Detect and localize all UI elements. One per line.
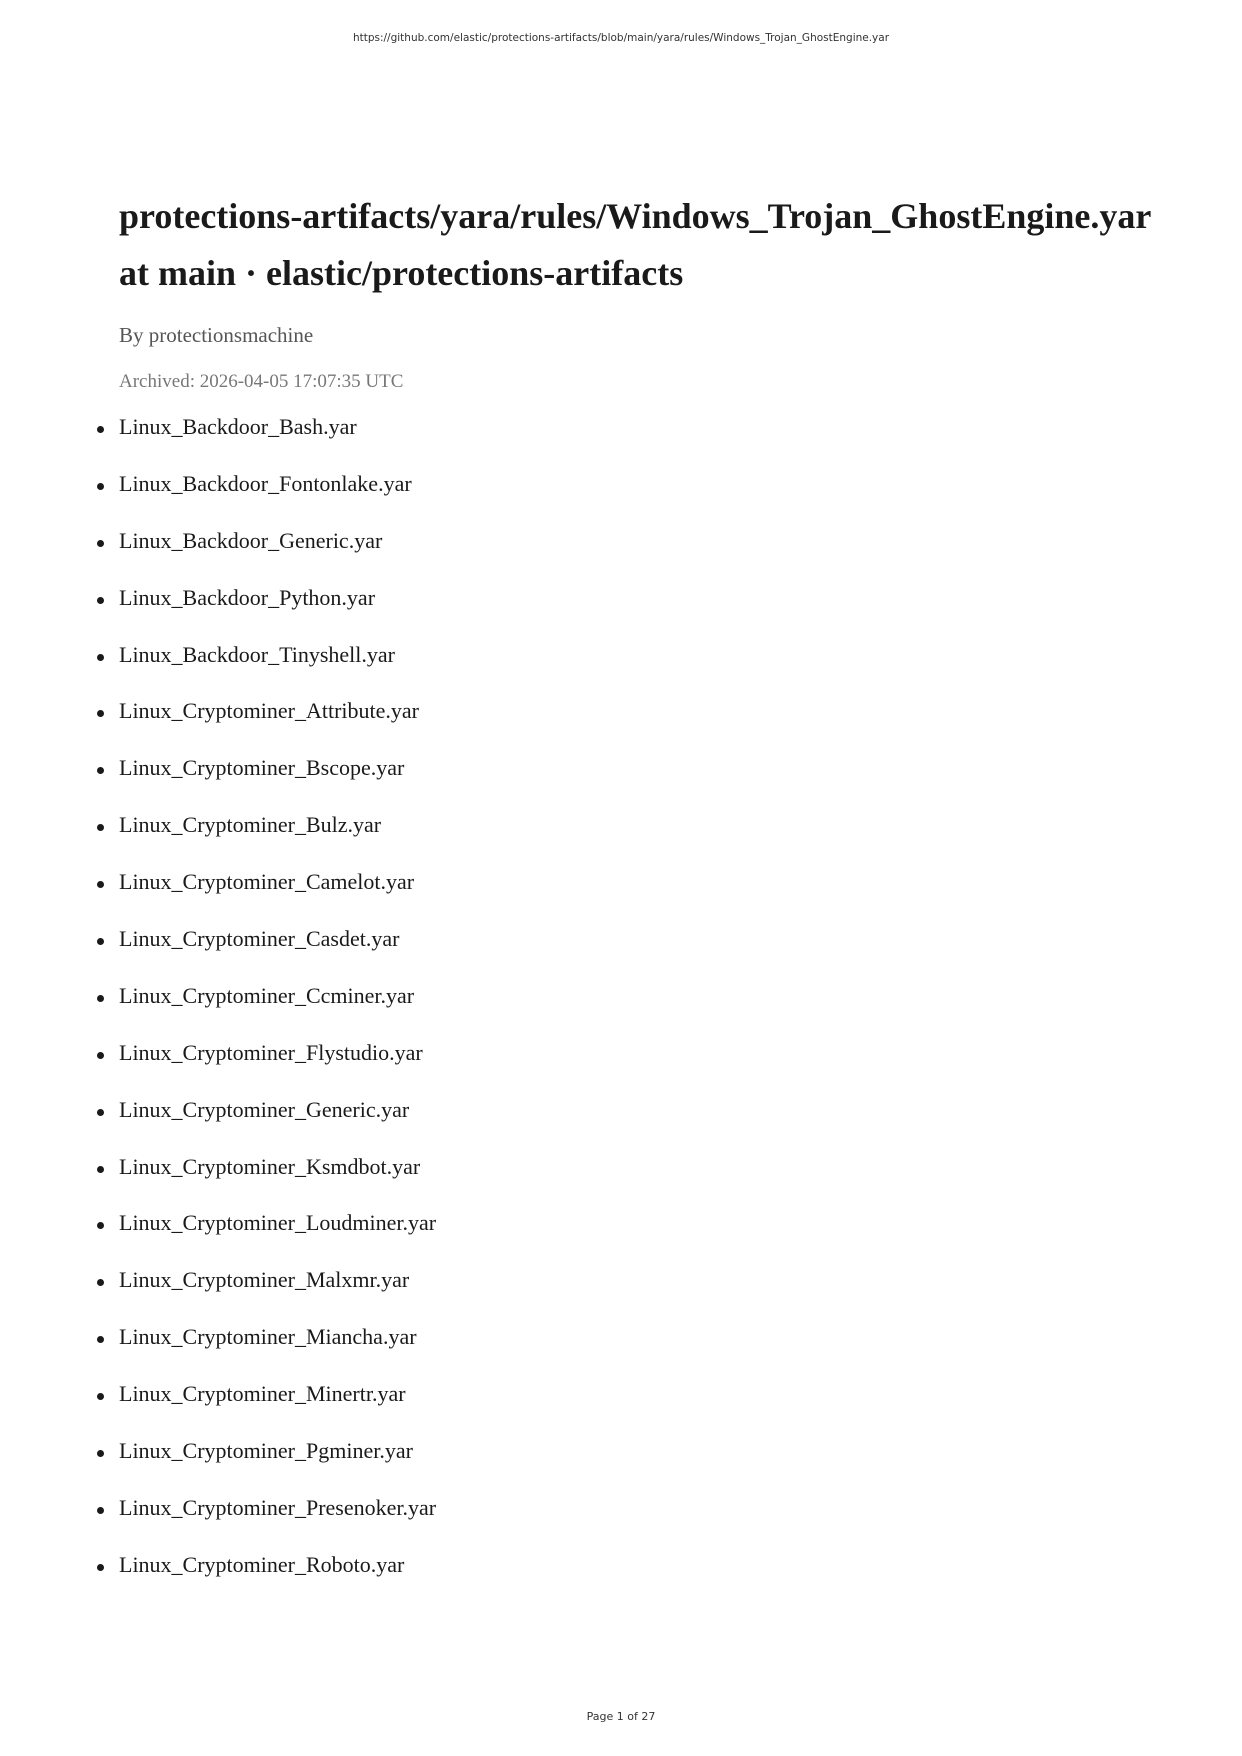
archived-timestamp: Archived: 2026-04-05 17:07:35 UTC xyxy=(119,371,404,392)
file-list-item[interactable] xyxy=(119,1036,1159,1093)
bullet-icon xyxy=(97,654,104,661)
document-body xyxy=(119,196,1159,1605)
file-name[interactable]: Linux_Cryptominer_Generic.yar xyxy=(119,1096,410,1122)
file-list-item[interactable] xyxy=(119,922,1159,979)
bullet-icon xyxy=(97,597,104,604)
bullet-icon xyxy=(97,1393,104,1400)
file-list-item[interactable] xyxy=(119,1206,1159,1263)
file-list-item[interactable] xyxy=(119,467,1159,524)
bullet-icon xyxy=(97,1279,104,1286)
file-name[interactable]: Linux_Cryptominer_Roboto.yar xyxy=(119,1551,405,1577)
bullet-icon xyxy=(97,1109,104,1116)
file-name[interactable]: Linux_Cryptominer_Minertr.yar xyxy=(119,1381,406,1407)
bullet-icon xyxy=(97,1450,104,1457)
file-name[interactable]: Linux_Cryptominer_Bscope.yar xyxy=(119,755,405,781)
bullet-icon xyxy=(97,824,104,831)
file-name[interactable]: Linux_Cryptominer_Casdet.yar xyxy=(119,926,400,952)
file-list-item[interactable] xyxy=(119,808,1159,865)
file-name[interactable]: Linux_Cryptominer_Bulz.yar xyxy=(119,812,382,838)
file-name[interactable]: Linux_Backdoor_Generic.yar xyxy=(119,527,383,553)
file-name[interactable]: Linux_Cryptominer_Camelot.yar xyxy=(119,869,415,895)
file-list xyxy=(119,410,1159,1605)
file-name[interactable]: Linux_Cryptominer_Presenoker.yar xyxy=(119,1494,437,1520)
file-list-item[interactable] xyxy=(119,1377,1159,1434)
file-list-item[interactable] xyxy=(119,1263,1159,1320)
file-name[interactable]: Linux_Cryptominer_Loudminer.yar xyxy=(119,1210,437,1236)
file-list-item[interactable] xyxy=(119,1548,1159,1605)
bullet-icon xyxy=(97,938,104,945)
file-name[interactable]: Linux_Backdoor_Bash.yar xyxy=(119,414,357,439)
file-list-item[interactable] xyxy=(119,979,1159,1036)
file-list-item[interactable] xyxy=(119,1093,1159,1150)
page-url-header: https://github.com/elastic/protections-artifacts/blob/main/yara/rules/Windows_Trojan_GhostEngine.yar xyxy=(352,32,890,44)
bullet-icon xyxy=(97,426,104,433)
bullet-icon xyxy=(97,483,104,490)
author-byline: By protectionsmachine xyxy=(119,323,314,347)
bullet-icon xyxy=(97,1564,104,1571)
file-list-item[interactable] xyxy=(119,524,1159,581)
file-list-item[interactable] xyxy=(119,1434,1159,1491)
file-list-item[interactable] xyxy=(119,1320,1159,1377)
file-name[interactable]: Linux_Cryptominer_Pgminer.yar xyxy=(119,1438,413,1464)
file-name[interactable]: Linux_Cryptominer_Attribute.yar xyxy=(119,698,419,724)
bullet-icon xyxy=(97,881,104,888)
file-name[interactable]: Linux_Cryptominer_Flystudio.yar xyxy=(119,1039,423,1065)
file-name[interactable]: Linux_Backdoor_Python.yar xyxy=(119,584,376,610)
bullet-icon xyxy=(97,767,104,774)
file-list-item[interactable] xyxy=(119,751,1159,808)
file-list-item[interactable] xyxy=(119,865,1159,922)
file-list-item[interactable] xyxy=(119,581,1159,638)
file-list-item[interactable] xyxy=(119,694,1159,751)
file-list-item[interactable] xyxy=(119,1150,1159,1207)
bullet-icon xyxy=(97,1222,104,1229)
bullet-icon xyxy=(97,1166,104,1173)
bullet-icon xyxy=(97,540,104,547)
file-name[interactable]: Linux_Cryptominer_Ccminer.yar xyxy=(119,982,415,1008)
file-name[interactable]: Linux_Backdoor_Tinyshell.yar xyxy=(119,641,395,667)
page-title: protections-artifacts/yara/rules/Windows_Trojan_GhostEngine.yar at main · elastic/protections-artifacts xyxy=(119,196,1151,293)
page-number-footer: Page 1 of 27 xyxy=(586,1710,656,1723)
file-list-item[interactable] xyxy=(119,638,1159,695)
file-name[interactable]: Linux_Cryptominer_Malxmr.yar xyxy=(119,1267,410,1293)
bullet-icon xyxy=(97,710,104,717)
bullet-icon xyxy=(97,1507,104,1514)
file-list-item[interactable] xyxy=(119,410,1159,467)
bullet-icon xyxy=(97,1336,104,1343)
file-list-item[interactable] xyxy=(119,1491,1159,1548)
bullet-icon xyxy=(97,995,104,1002)
file-name[interactable]: Linux_Backdoor_Fontonlake.yar xyxy=(119,470,412,496)
file-name[interactable]: Linux_Cryptominer_Miancha.yar xyxy=(119,1324,417,1350)
bullet-icon xyxy=(97,1052,104,1059)
file-name[interactable]: Linux_Cryptominer_Ksmdbot.yar xyxy=(119,1153,421,1179)
